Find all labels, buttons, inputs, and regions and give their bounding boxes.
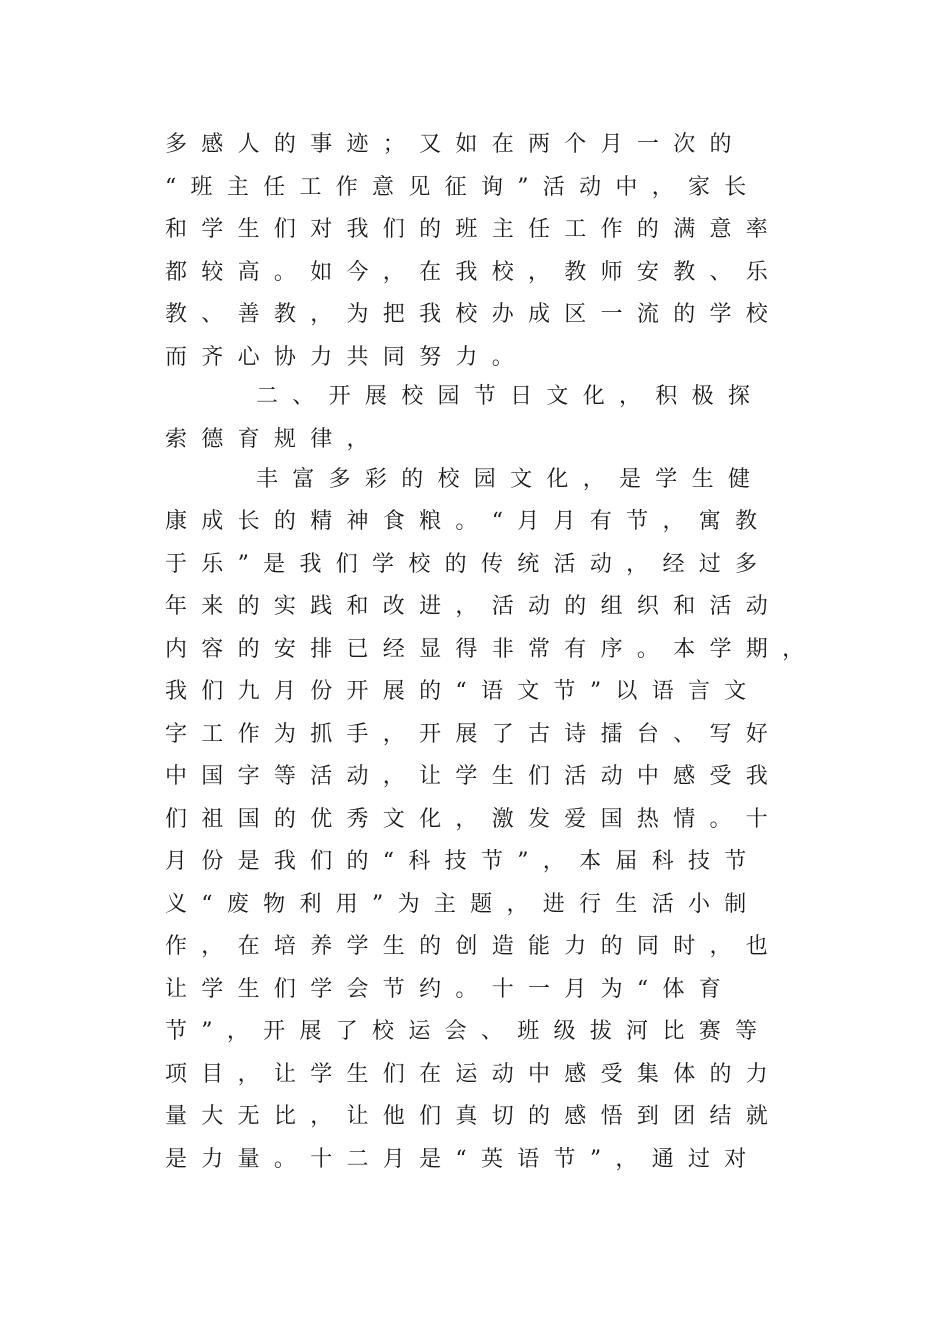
paragraph-line: 教、善教，为把我校办成区一流的学校 xyxy=(165,302,783,327)
paragraph-line: 和学生们对我们的班主任工作的满意率 xyxy=(165,217,783,242)
paragraph-line: 是力量。十二月是“英语节”，通过对 xyxy=(165,1147,761,1172)
paragraph-line: 月份是我们的“科技节”，本届科技节 xyxy=(165,849,761,874)
paragraph-line: 丰富多彩的校园文化，是学生健 xyxy=(256,467,765,492)
paragraph-line: 字工作为抓手，开展了古诗擂台、写好 xyxy=(165,722,783,747)
paragraph-line: 我们九月份开展的“语文节”以语言文 xyxy=(165,679,761,704)
paragraph-line: “班主任工作意见征询”活动中，家长 xyxy=(165,175,761,200)
paragraph-line: 而齐心协力共同努力。 xyxy=(165,345,529,370)
paragraph-line: 节”，开展了校运会、班级拔河比赛等 xyxy=(165,1019,772,1044)
paragraph-line: 于乐”是我们学校的传统活动，经过多 xyxy=(165,552,772,577)
paragraph-line: 量大无比，让他们真切的感悟到团结就 xyxy=(165,1104,783,1129)
paragraph-line: 多感人的事迹；又如在两个月一次的 xyxy=(165,132,746,157)
paragraph-line: 中国字等活动，让学生们活动中感受我 xyxy=(165,764,783,789)
paragraph-line: 年来的实践和改进，活动的组织和活动 xyxy=(165,594,783,619)
paragraph-line: 康成长的精神食粮。“月月有节，寓教 xyxy=(165,509,772,534)
paragraph-line: 内容的安排已经显得非常有序。本学期， xyxy=(165,637,819,662)
paragraph-line: 让学生们学会节约。十一月为“体育 xyxy=(165,977,736,1002)
paragraph-line: 都较高。如今，在我校，教师安教、乐 xyxy=(165,260,783,285)
paragraph-line: 义“废物利用”为主题，进行生活小制 xyxy=(165,892,761,917)
section-heading-line: 索德育规律， xyxy=(165,427,383,452)
paragraph-line: 们祖国的优秀文化，激发爱国热情。十 xyxy=(165,807,783,832)
paragraph-line: 项目，让学生们在运动中感受集体的力 xyxy=(165,1062,783,1087)
paragraph-line: 作，在培养学生的创造能力的同时，也 xyxy=(165,934,783,959)
section-heading-line: 二、开展校园节日文化，积极探 xyxy=(256,384,765,409)
